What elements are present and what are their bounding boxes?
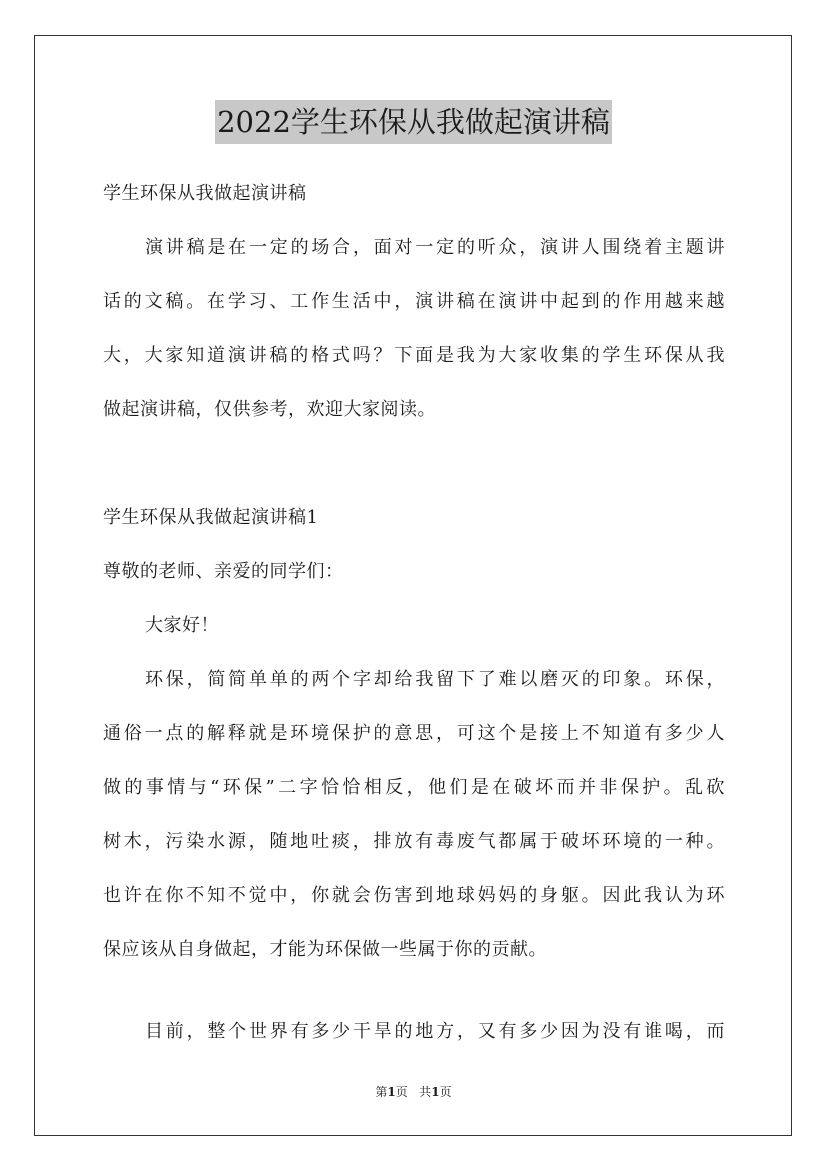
body-line: 通俗一点的解释就是环境保护的意思，可这个是接上不知道有多少人: [103, 723, 725, 744]
intro-line: 话的文稿。在学习、工作生活中，演讲稿在演讲中起到的作用越来越: [103, 291, 725, 312]
intro-line: 大，大家知道演讲稿的格式吗？下面是我为大家收集的学生环保从我: [103, 345, 725, 366]
document-subtitle: 学生环保从我做起演讲稿: [103, 183, 307, 204]
body-line: 做的事情与“环保”二字恰恰相反，他们是在破坏而并非保护。乱砍: [103, 777, 725, 798]
section-heading: 学生环保从我做起演讲稿1: [103, 507, 319, 528]
page-number: 1: [387, 1085, 396, 1099]
total-prefix: 共: [419, 1085, 432, 1099]
intro-line: 做起演讲稿，仅供参考，欢迎大家阅读。: [103, 399, 436, 420]
page-prefix: 第: [375, 1085, 388, 1099]
intro-line: 演讲稿是在一定的场合，面对一定的听众，演讲人围绕着主题讲: [145, 237, 725, 258]
title-container: [0, 100, 827, 144]
salutation: 尊敬的老师、亲爱的同学们：: [103, 561, 344, 582]
page-footer: [0, 1084, 827, 1100]
body-line: 目前，整个世界有多少干旱的地方，又有多少因为没有谁喝，而: [145, 1021, 725, 1042]
document-title: 2022学生环保从我做起演讲稿: [215, 100, 612, 144]
body-line: 也许在你不知不觉中，你就会伤害到地球妈妈的身躯。因此我认为环: [103, 885, 725, 906]
body-line: 树木，污染水源，随地吐痰，排放有毒废气都属于破坏环境的一种。: [103, 831, 725, 852]
body-line: 保应该从自身做起，才能为环保做一些属于你的贡献。: [103, 939, 547, 960]
total-pages: 1: [431, 1085, 440, 1099]
body-line: 环保，简简单单的两个字却给我留下了难以磨灭的印象。环保，: [145, 669, 725, 690]
greeting: 大家好！: [145, 615, 219, 636]
total-suffix: 页: [439, 1085, 452, 1099]
page-suffix: 页: [395, 1085, 408, 1099]
